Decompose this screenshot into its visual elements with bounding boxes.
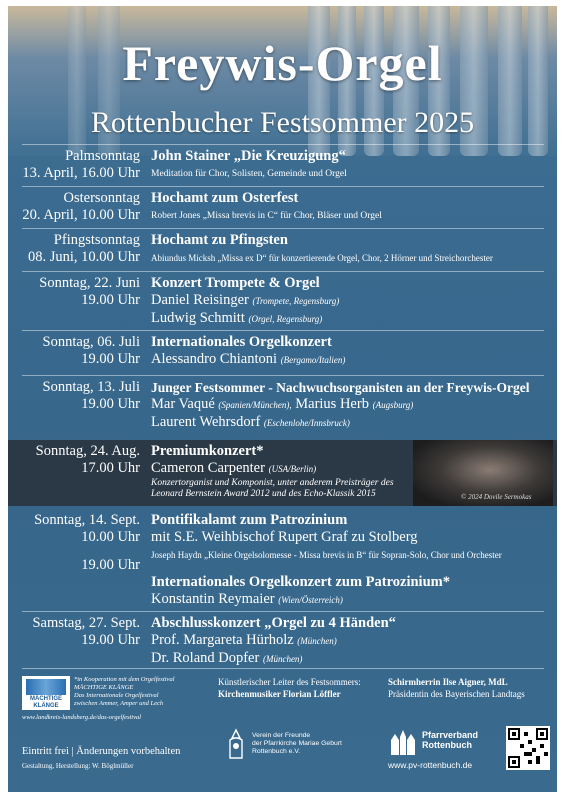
artistic-director: Künstlerischer Leiter des Festsommers: Kirchenmusiker Florian Löffler [218,677,361,699]
event-date: 08. Juni, 10.00 Uhr [28,249,140,265]
event-description: mit S.E. Weihbischof Rupert Graf zu Stolberg [151,529,418,545]
event-details [151,379,551,432]
maechtige-klaenge-logo [22,676,70,710]
poster-title: Freywis-Orgel [122,35,443,91]
divider [22,668,544,669]
performer-bio: Konzertorganist und Komponist, unter anderem Preisträger des [151,478,394,488]
event-day: Pfingstsonntag [53,232,140,248]
event-date: 20. April, 10.00 Uhr [22,207,140,223]
patron: Schirmherrin Ilse Aigner, MdL Präsidentin des Bayerischen Landtags [388,677,525,699]
event-details [151,190,551,223]
performer-line [151,591,551,609]
performer-line [151,310,551,328]
performer-line [151,650,551,668]
event-description: Robert Jones „Missa brevis in C“ für Chor, Bläser und Orgel [151,211,382,221]
event-date: 19.00 Uhr [81,396,140,412]
poster [8,6,557,792]
event-when [8,148,140,182]
event-when [8,275,140,309]
church-icon [388,728,418,758]
event-heading: Konzert Trompete & Orgel [151,275,320,291]
event-day: Sonntag, 06. Juli [42,334,140,350]
pfarrverband-name: Pfarrverband Rottenbuch [422,730,479,750]
event-day: Palmsonntag [65,148,140,164]
performer-name: Alessandro Chiantoni [151,351,278,367]
performer-name: Daniel Reisinger [151,292,249,308]
event-description: Abiundus Micksh „Missa ex D“ für konzertierende Orgel, Chor, 2 Hörner und Streichorchester [151,253,493,263]
event-details [151,443,551,500]
performer-line [151,292,551,310]
event-heading: Junger Festsommer - Nachwuchsorganisten an der Freywis-Orgel [151,380,530,395]
event-date: 17.00 Uhr [81,460,140,476]
event-when [8,512,140,546]
divider [22,375,544,376]
performer-name: Cameron Carpenter [151,460,265,476]
photo-credit: © 2024 Dovile Sermokas [461,493,532,501]
event-date: 19.00 Uhr [81,351,140,367]
event-date: 19.00 Uhr [81,292,140,308]
event-day: Sonntag, 22. Juni [39,275,140,291]
event-details [151,615,551,668]
event-date: 10.00 Uhr [81,529,140,545]
performer-line [151,632,551,650]
performer-line [151,414,551,432]
design-credit: Gestaltung, Herstellung: W. Böglmüller [22,762,134,770]
event-when [8,379,140,413]
performer-note: (Spanien/München), [218,400,292,410]
event-details [151,334,551,369]
divider [22,271,544,272]
event-heading: John Stainer „Die Kreuzigung“ [151,148,346,164]
performer-name: Konstantin Reymaier [151,591,275,607]
entry-note: Eintritt frei | Änderungen vorbehalten [22,746,181,757]
event-details [151,148,551,181]
pfarrverband-website[interactable]: www.pv-rottenbuch.de [388,760,473,770]
event-heading: Abschlusskonzert „Orgel zu 4 Händen“ [151,615,396,631]
divider [22,144,544,145]
qr-code[interactable] [506,726,550,770]
performer-name: Mar Vaqué [151,396,215,412]
cooperation-note: *in Kooperation mit dem Orgelfestival MÄCHTIGE KLÄNGE Das Internationale Orgelfestival zwischen Ammer, Amper und Lech [74,676,175,707]
divider [22,228,544,229]
event-date: 19.00 Uhr [81,557,140,573]
event-description: Joseph Haydn „Kleine Orgelsolomesse - Missa brevis in B“ für Sopran-Solo, Chor und Orchester [151,550,502,560]
event-heading: Hochamt zum Osterfest [151,190,299,206]
performer-note: (Trompete, Regensburg) [252,296,340,306]
event-description: Meditation für Chor, Solisten, Gemeinde und Orgel [151,169,347,179]
event-when [8,232,140,266]
event-details [151,232,551,265]
event-day: Sonntag, 14. Sept. [34,512,140,528]
event-details [151,275,551,328]
event-heading: Pontifikalamt zum Patrozinium [151,512,348,528]
performer-note: (USA/Berlin) [268,464,317,474]
event-day: Sonntag, 24. Aug. [35,443,140,459]
event-heading: Internationales Orgelkonzert zum Patrozinium* [151,574,450,590]
performer-bio: Leonard Bernstein Award 2012 und des Echo-Klassik 2015 [151,489,376,499]
performer-note: (Wien/Österreich) [278,595,343,605]
performer-name: Laurent Wehrsdorf [151,414,261,430]
festival-website[interactable]: www.landkreis-landsberg.de/das-orgelfestival [22,714,142,721]
performer-line [151,396,551,414]
event-when [8,615,140,649]
performer-line [151,460,551,478]
event-details [151,512,551,562]
divider [22,330,544,331]
event-day: Sonntag, 13. Juli [42,379,140,395]
event-date: 19.00 Uhr [81,632,140,648]
logo-pipes-icon [26,679,66,695]
performer-name: Marius Herb [295,396,369,412]
poster-subtitle: Rottenbucher Festsommer 2025 [90,106,475,139]
event-date: 13. April, 16.00 Uhr [22,165,140,181]
performer-name: Ludwig Schmitt [151,310,245,326]
verein-emblem-icon [224,728,248,762]
performer-note: (Augsburg) [372,400,414,410]
event-when [8,334,140,368]
performer-note: (Bergamo/Italien) [280,355,346,365]
event-heading: Premiumkonzert* [151,443,264,459]
event-when [8,190,140,224]
performer-name: Dr. Roland Dopfer [151,650,260,666]
performer-note: (Eschenlohe/Innsbruck) [263,418,350,428]
performer-line [151,351,551,369]
event-details [151,574,551,609]
event-heading: Internationales Orgelkonzert [151,334,332,350]
performer-note: (Orgel, Regensburg) [248,314,323,324]
verein-name: Verein der Freunde der Pfarrkirche Mariae Geburt Rottenbuch e.V. [252,732,342,755]
performer-note: (München) [297,636,337,646]
divider [22,186,544,187]
event-day: Ostersonntag [63,190,140,206]
performer-name: Prof. Margareta Hürholz [151,632,294,648]
logo-text: MÄCHTIGE KLÄNGE [30,696,62,709]
event-when [8,443,140,477]
performer-note: (München) [262,654,303,664]
divider [22,611,544,612]
event-heading: Hochamt zu Pfingsten [151,232,288,248]
event-day: Samstag, 27. Sept. [32,615,140,631]
